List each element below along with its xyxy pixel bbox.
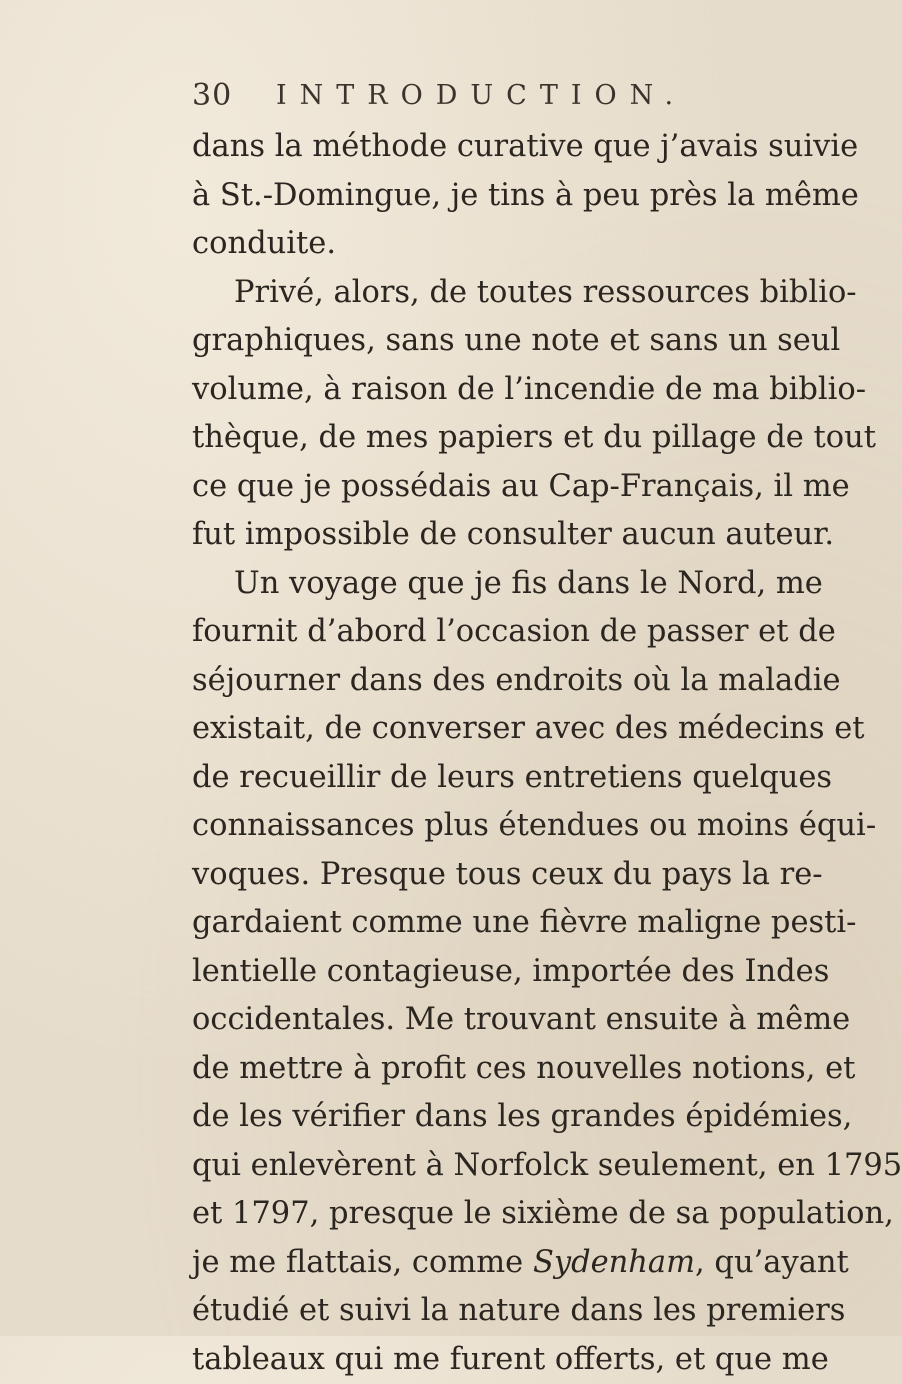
page-header — [192, 78, 752, 118]
body-text — [192, 123, 757, 1384]
text-line: dans la méthode curative que j’avais suivie — [192, 123, 757, 172]
text-line: de les vérifier dans les grandes épidémies, — [192, 1093, 757, 1142]
text-line: tableaux qui me furent offerts, et que me — [192, 1336, 757, 1384]
author-name: Sydenham — [533, 1245, 695, 1280]
text-line: fut impossible de consulter aucun auteur. — [192, 511, 757, 560]
text-line: Un voyage que je fis dans le Nord, me — [192, 560, 757, 609]
page-number: 30 — [192, 78, 232, 113]
text-line: connaissances plus étendues ou moins équi- — [192, 802, 757, 851]
text-line: conduite. — [192, 220, 757, 269]
text-line: à St.-Domingue, je tins à peu près la même — [192, 172, 757, 221]
text-line: Privé, alors, de toutes ressources biblio- — [192, 269, 757, 318]
text-line: étudié et suivi la nature dans les premiers — [192, 1287, 757, 1336]
text-line: occidentales. Me trouvant ensuite à même — [192, 996, 757, 1045]
text-line: et 1797, presque le sixième de sa population, — [192, 1190, 757, 1239]
text-line: existait, de converser avec des médecins et — [192, 705, 757, 754]
text-line: volume, à raison de l’incendie de ma biblio- — [192, 366, 757, 415]
text-line: de recueillir de leurs entretiens quelques — [192, 754, 757, 803]
text-line: ce que je possédais au Cap-Français, il me — [192, 463, 757, 512]
text-line — [192, 1239, 757, 1288]
text-segment: je me flattais, comme — [192, 1245, 523, 1280]
text-line: fournit d’abord l’occasion de passer et de — [192, 608, 757, 657]
text-line: séjourner dans des endroits où la maladie — [192, 657, 757, 706]
text-line: graphiques, sans une note et sans un seul — [192, 317, 757, 366]
text-line: gardaient comme une fièvre maligne pesti- — [192, 899, 757, 948]
running-head: INTRODUCTION. — [276, 80, 686, 111]
text-line: lentielle contagieuse, importée des Indes — [192, 948, 757, 997]
text-line: de mettre à profit ces nouvelles notions, et — [192, 1045, 757, 1094]
text-line: thèque, de mes papiers et du pillage de tout — [192, 414, 757, 463]
text-line: voques. Presque tous ceux du pays la re- — [192, 851, 757, 900]
text-line: qui enlevèrent à Norfolck seulement, en 1795 — [192, 1142, 757, 1191]
text-segment: , qu’ayant — [695, 1245, 849, 1280]
